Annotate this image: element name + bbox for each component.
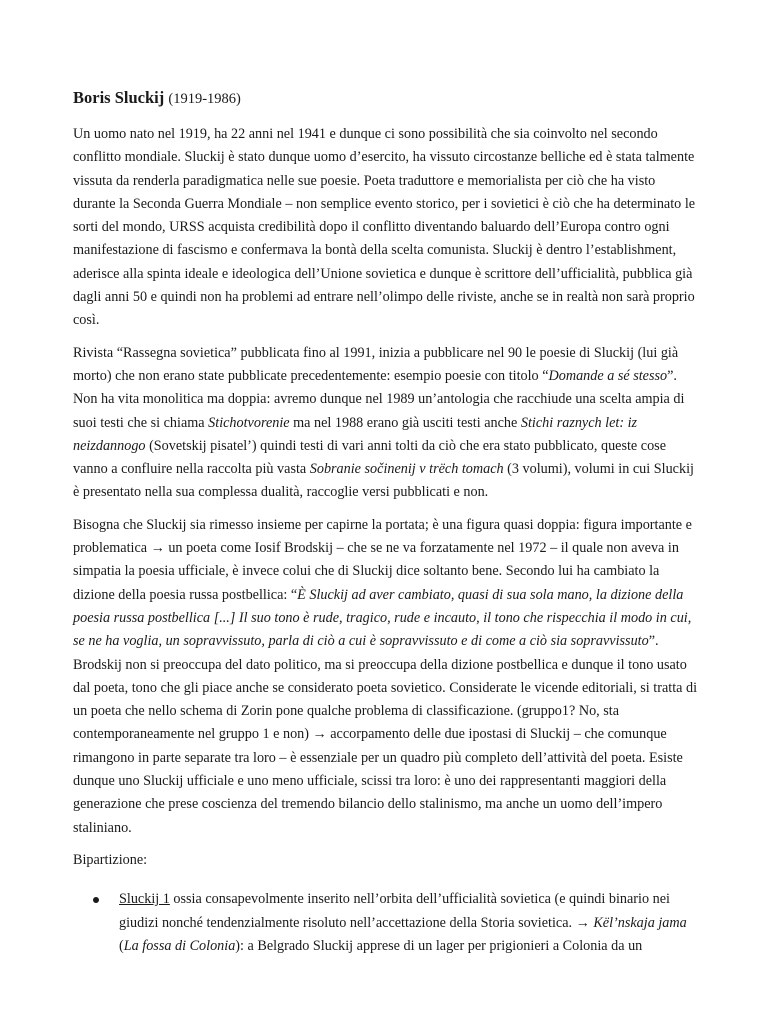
italic-title: La fossa di Colonia: [123, 937, 236, 954]
paragraph-publications: [73, 342, 699, 505]
bullet-list: [73, 888, 699, 958]
list-item: [73, 888, 699, 958]
paragraph-biography: Un uomo nato nel 1919, ha 22 anni nel 1941 e dunque ci sono possibilità che sia coinvolto nel secondo conflitto mondiale. Sluckij è stato dunque uomo d’esercito, ha vissuto circostanze belliche ed è stata talmente vissuta da renderla paradigmatica nelle sue poesie. Poeta traduttore e memorialista per ciò che ha visto durante la Seconda Guerra Mondiale – non semplice evento storico, per i sovietici è ciò che ha determinato le sorti del mondo, URSS acquista credibilità dopo il conflitto diventando baluardo dell’Europa contro ogni manifestazione di fascismo e confermava la bontà della scelta comunista. Sluckij è dentro l’establishment, aderisce alla spinta ideale e ideologica dell’Unione sovietica e dunque è scrittore dell’ufficialità, pubblica già dagli anni 50 e quindi non ha problemi ad entrare nell’olimpo delle riviste, anche se in realtà non sarà proprio così.: [73, 126, 696, 329]
text-run: ”. Non ha vita monolitica ma doppia: avremo dunque nel 1989 un’antologia che racchiude una scelta ampia di suoi testi che si chiama: [73, 367, 685, 431]
text-run: ma nel 1988 erano già usciti testi anche: [289, 414, 521, 431]
text-run: (3 volumi), volumi in cui Sluckij è presentato nella sua complessa dualità, raccoglie versi pubblicati e non.: [73, 461, 694, 501]
italic-title: Sobranie sočinenij v trëch tomach: [309, 461, 504, 478]
italic-title: Stichotvorenie: [208, 414, 290, 431]
text-run: ”. Brodskij non si preoccupa del dato politico, ma si preoccupa della dizione postbellica e dunque il tono usato dal poeta, tono che gli piace anche se considerato poeta sovietico. Considerate le vicende editoriali, si tratta di un poeta che nello schema di Zorin pone qualche problema di classificazione. (gruppo1? No, sta contemporaneamente nel gruppo 1 e non) → accorpamento delle due ipostasi di Sluckij – che comunque rimangono in parte separate tra loro – è essenziale per un quadro più completo dell’attività del poeta. Esiste dunque uno Sluckij ufficiale e uno meno ufficiale, scissi tra loro: è uno dei rappresentanti maggiori della generazione che prese coscienza del tremendo bilancio dello stalinismo, ma anche un uomo dell’impero staliniano.: [73, 633, 698, 836]
italic-title: Domande a sé stesso: [548, 367, 668, 384]
poet-dates: (1919-1986): [168, 91, 241, 107]
text-run: Bisogna che Sluckij sia rimesso insieme per capirne la portata; è una figura quasi doppia: figura importante e problematica → un poeta come Iosif Brodskij – che se ne va forzatamente nel 1972 – il quale non aveva in simpatia la poesia ufficiale, è invece colui che di Sluckij dice soltanto bene. Secondo lui ha cambiato la dizione della poesia russa postbellica: “: [73, 516, 692, 603]
document-page: [73, 86, 699, 958]
paragraph-brodskij: [73, 514, 699, 840]
bullet-label: Sluckij 1: [119, 891, 170, 908]
poet-name: Boris Sluckij: [73, 88, 165, 107]
text-run: (Sovetskij pisatel’) quindi testi di vari anni tolti da ciò che era stato pubblicato, queste cose vanno a confluire nella raccolta più vasta: [73, 437, 666, 478]
text-run: ossia consapevolmente inserito nell’orbita dell’ufficialità sovietica (e quindi binario nei giudizi nonché tendenzialmente risoluto nell’accettazione della Storia sovietica. →: [119, 891, 670, 931]
text-run: Rivista “Rassegna sovietica” pubblicata fino al 1991, inizia a pubblicare nel 90 le poesie di Sluckij (lui già morto) che non erano state pubblicate precedentemente: esempio poesie con titolo “: [73, 344, 679, 384]
text-run: (: [119, 937, 124, 954]
document-title: [73, 86, 699, 111]
italic-title: Kël’nskaja jama: [593, 914, 687, 931]
text-run: ): a Belgrado Sluckij apprese di un lager per prigionieri a Colonia da un: [235, 937, 643, 954]
bullet-icon: [93, 897, 99, 903]
section-heading: Bipartizione:: [73, 851, 148, 868]
brodskij-quote: È Sluckij ad aver cambiato, quasi di sua sola mano, la dizione della poesia russa postbellica [...] Il suo tono è rude, tragico, rude e incauto, il tono che rispecchia il modo in cui, se ne ha voglia, un sopravvissuto, parla di ciò a cui è sopravvissuto e di come a ciò sia sopravvissuto: [73, 586, 692, 650]
italic-title: Stichi raznych let: iz neizdannogo: [73, 414, 638, 454]
